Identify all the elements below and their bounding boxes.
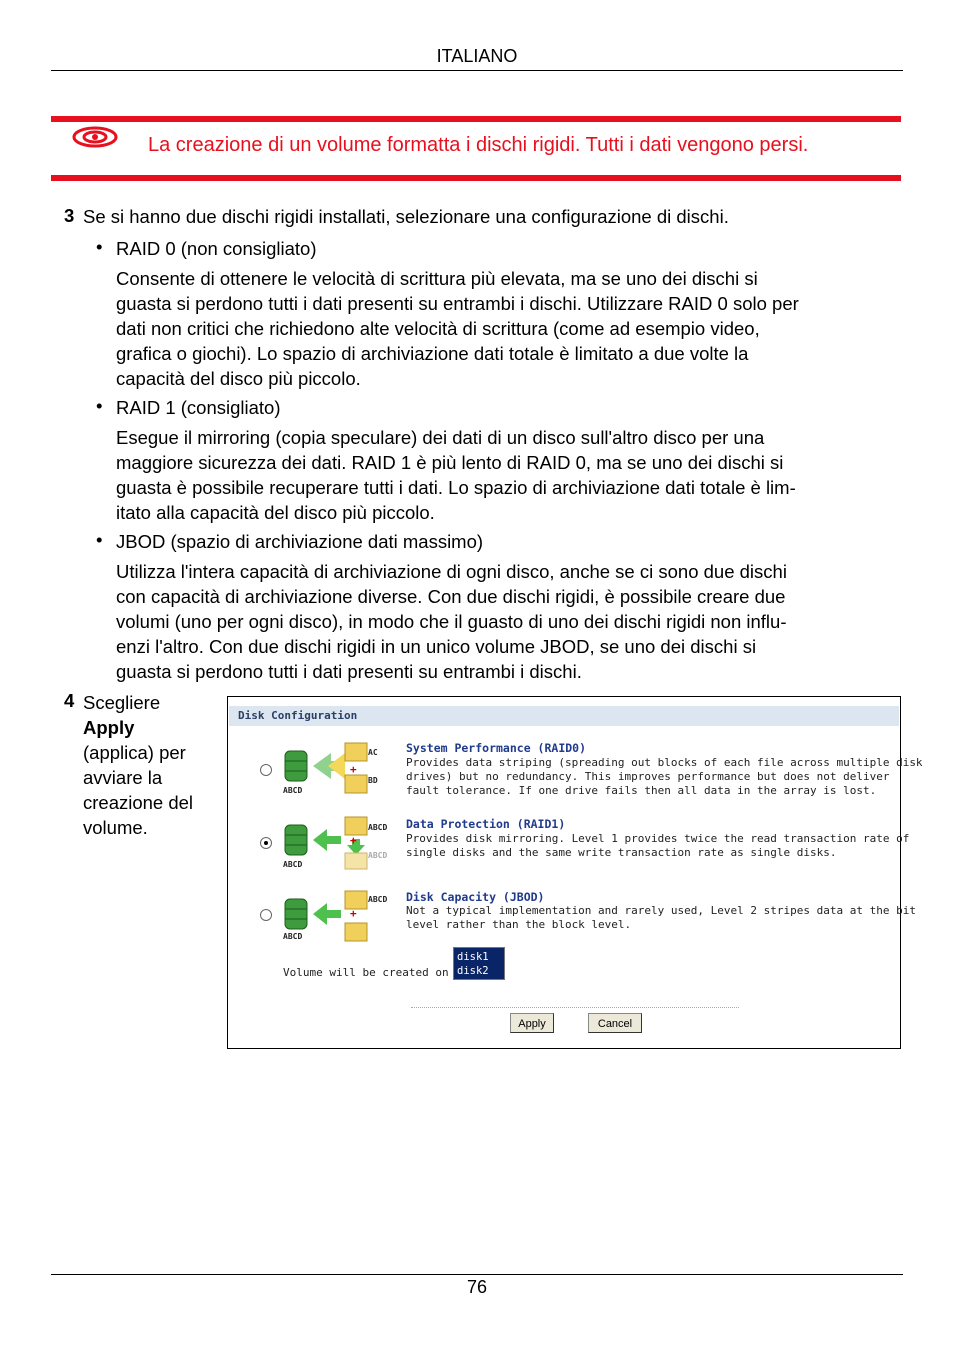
jbod-desc-line: level rather than the block level.	[406, 918, 632, 931]
step-4-line: (applica) per	[83, 742, 186, 763]
raid1-line: maggiore sicurezza dei dati. RAID 1 è più lento di RAID 0, ma se uno dei dischi si	[116, 452, 784, 473]
bullet-symbol: •	[96, 395, 103, 416]
raid0-desc-line: fault tolerance. If one drive fails then all data in the array is lost.	[406, 784, 877, 797]
jbod-line: Utilizza l'intera capacità di archiviazione di ogni disco, anche se ci sono due dischi	[116, 561, 787, 582]
jbod-option-title[interactable]: Disk Capacity (JBOD)	[406, 890, 545, 904]
cancel-button[interactable]: Cancel	[588, 1013, 642, 1033]
step-4-apply-bold: Apply	[83, 717, 135, 738]
raid1-bottom-label: ABCD	[368, 851, 388, 860]
jbod-description	[116, 559, 906, 684]
raid0-option-description	[406, 756, 923, 798]
step-4-number: 4	[64, 690, 75, 711]
eye-warning-icon	[72, 124, 118, 150]
raid1-option-description	[406, 832, 909, 860]
raid0-desc-line: drives) but no redundancy. This improves performance but does not deliver	[406, 770, 890, 783]
jbod-desc-line: Not a typical implementation and rarely used, Level 2 stripes data at the bit	[406, 904, 916, 917]
disk-configuration-panel	[227, 696, 923, 1049]
page-header-title: ITALIANO	[436, 46, 518, 66]
jbod-line: volumi (uno per ogni disco), in modo che il guasto di uno dei dischi rigidi non influ-	[116, 611, 787, 632]
raid1-line: Esegue il mirroring (copia speculare) dei dati di un disco sull'altro disco per una	[116, 427, 765, 448]
volume-disk-list[interactable]	[453, 947, 505, 980]
button-divider	[411, 1007, 739, 1008]
raid0-radio[interactable]	[260, 764, 272, 776]
page-number: 76	[466, 1277, 488, 1297]
jbod-disk-label: ABCD	[283, 932, 303, 941]
jbod-top-label: ABCD	[368, 895, 388, 904]
raid1-radio[interactable]	[260, 837, 272, 849]
volume-disk-item[interactable]: disk1	[457, 951, 489, 963]
jbod-radio[interactable]	[260, 909, 272, 921]
warning-text: La creazione di un volume formatta i dischi rigidi. Tutti i dati vengono persi.	[148, 134, 809, 156]
raid1-disk-label: ABCD	[283, 860, 303, 869]
bullet-jbod	[96, 529, 102, 551]
step-3-text: Se si hanno due dischi rigidi installati, selezionare una configurazione di dischi.	[83, 206, 729, 227]
bullet-raid0	[96, 236, 102, 258]
bullet-symbol: •	[96, 529, 103, 550]
raid1-line: itato alla capacità del disco più piccolo.	[116, 502, 435, 523]
warning-top-bar	[51, 116, 901, 122]
raid0-plus: +	[350, 763, 357, 776]
raid0-label: RAID 0 (non consigliato)	[116, 238, 317, 259]
raid1-desc-line: Provides disk mirroring. Level 1 provides twice the read transaction rate of	[406, 832, 910, 845]
raid0-bottom-label: BD	[368, 776, 378, 785]
raid0-line: capacità del disco più piccolo.	[116, 368, 361, 389]
volume-location-label: Volume will be created on	[283, 966, 449, 979]
step-3-number: 3	[64, 205, 75, 226]
raid0-line: grafica o giochi). Lo spazio di archiviazione dati totale è limitato a due volte la	[116, 343, 749, 364]
bullet-raid1	[96, 395, 102, 417]
jbod-label: JBOD (spazio di archiviazione dati massimo)	[116, 531, 484, 552]
apply-button[interactable]: Apply	[510, 1013, 554, 1033]
raid1-top-label: ABCD	[368, 823, 388, 832]
panel-title: Disk Configuration	[229, 706, 899, 726]
step-4-line: avviare la	[83, 767, 163, 788]
jbod-plus: +	[350, 907, 357, 920]
jbod-line: guasta si perdono tutti i dati presenti su entrambi i dischi.	[116, 661, 582, 682]
footer-rule	[51, 1274, 903, 1275]
header-rule	[51, 70, 903, 71]
raid1-plus: +	[350, 834, 357, 847]
warning-bottom-bar	[51, 175, 901, 181]
jbod-option-description	[406, 904, 916, 932]
raid0-desc-line: Provides data striping (spreading out blocks of each file across multiple disk	[406, 756, 923, 769]
step-4-line: creazione del	[83, 792, 194, 813]
step-4-line: Scegliere	[83, 692, 161, 713]
raid1-label: RAID 1 (consigliato)	[116, 397, 281, 418]
raid0-line: guasta si perdono tutti i dati presenti su entrambi i dischi. Utilizzare RAID 0 solo per	[116, 293, 799, 314]
raid1-description	[116, 425, 906, 525]
volume-disk-item[interactable]: disk2	[457, 965, 489, 977]
step-4-text	[83, 690, 223, 840]
raid1-desc-line: single disks and the same write transaction rate as single disks.	[406, 846, 837, 859]
jbod-line: con capacità di archiviazione diverse. Con due dischi rigidi, è possibile creare due	[116, 586, 786, 607]
raid0-description	[116, 266, 906, 391]
raid1-line: guasta è possibile recuperare tutti i dati. Lo spazio di archiviazione dati totale è lim-	[116, 477, 796, 498]
raid0-line: Consente di ottenere le velocità di scrittura più elevata, ma se uno dei dischi si	[116, 268, 758, 289]
jbod-line: enzi l'altro. Con due dischi rigidi in un unico volume JBOD, se uno dei dischi si	[116, 636, 757, 657]
raid1-option-title[interactable]: Data Protection (RAID1)	[406, 817, 566, 831]
raid0-option-title[interactable]: System Performance (RAID0)	[406, 741, 587, 755]
raid0-line: dati non critici che richiedono alte velocità di scrittura (come ad esempio video,	[116, 318, 760, 339]
raid0-disk-label: ABCD	[283, 786, 303, 795]
raid0-top-label: AC	[368, 748, 378, 757]
bullet-symbol: •	[96, 236, 103, 257]
step-4-line: volume.	[83, 817, 148, 838]
